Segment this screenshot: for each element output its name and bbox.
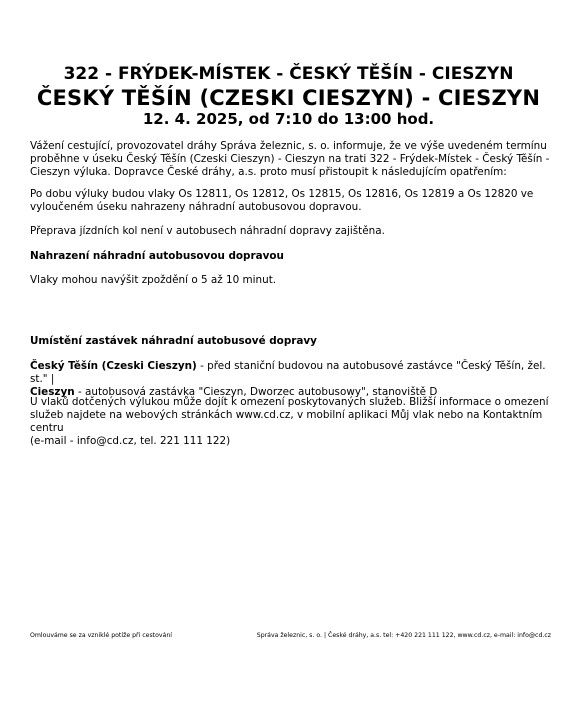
stop-description: - před staniční budovou na autobusové zastávce "Český Těšín, žel. st." | — [30, 360, 546, 385]
replacement-heading: Nahrazení náhradní autobusovou dopravou — [30, 250, 284, 262]
info-line: (e-mail - info@cd.cz, tel. 221 111 122) — [30, 435, 231, 447]
bikes-text: Přeprava jízdních kol není v autobusech náhradní dopravy zajištěna. — [30, 225, 385, 237]
info-line: U vlaků dotčených výlukou může dojít k omezení poskytovaných služeb. Bližší informace o omezení — [30, 396, 549, 408]
info-paragraph — [30, 396, 550, 448]
stops-paragraph — [30, 360, 550, 399]
section-title: ČESKÝ TĚŠÍN (CZESKI CIESZYN) - CIESZYN — [36, 86, 541, 110]
intro-line: proběhne v úseku Český Těšín (Czeski Cieszyn) - Cieszyn na trati 322 - Frýdek-Místek - Český Těšín - — [30, 153, 550, 165]
footer-contacts: Správa železnic, s. o. | České dráhy, a.s. tel: +420 221 111 122, www.cd.cz, e-mail: info@cd.cz — [256, 632, 551, 639]
delay-text: Vlaky mohou navýšit zpoždění o 5 až 10 minut. — [30, 274, 277, 286]
time-range: 12. 4. 2025, od 7:10 do 13:00 hod. — [142, 110, 435, 128]
footer-apology: Omlouváme se za vzniklé potíže při cestování — [30, 632, 172, 639]
intro-line: Cieszyn výluka. Dopravce České dráhy, a.s. proto musí přistoupit k následujícím opatřením: — [30, 166, 507, 178]
trains-line: vyloučeném úseku nahrazeny náhradní autobusovou dopravou. — [30, 201, 362, 213]
delay-paragraph — [30, 274, 550, 287]
trains-line: Po dobu výluky budou vlaky Os 12811, Os 12812, Os 12815, Os 12816, Os 12819 a Os 12820 ve — [30, 188, 534, 200]
stop-description: - autobusová zastávka "Cieszyn, Dworzec autobusowy", stanoviště D — [74, 386, 438, 398]
stop-name: Český Těšín (Czeski Cieszyn) — [30, 360, 197, 372]
stop-name: Cieszyn — [30, 386, 75, 398]
route-title: 322 - FRÝDEK-MÍSTEK - ČESKÝ TĚŠÍN - CIESZYN — [63, 64, 514, 84]
stop-line — [30, 360, 550, 386]
stops-heading: Umístění zastávek náhradní autobusové dopravy — [30, 335, 317, 347]
intro-paragraph — [30, 140, 550, 179]
info-line: služeb najdete na webových stránkách www.cd.cz, v mobilní aplikaci Můj vlak nebo na Kontaktním centru — [30, 409, 543, 434]
intro-line: Vážení cestující, provozovatel dráhy Správa železnic, s. o. informuje, že ve výše uvedeném termínu — [30, 140, 547, 152]
trains-paragraph — [30, 188, 550, 214]
bikes-paragraph — [30, 225, 550, 238]
